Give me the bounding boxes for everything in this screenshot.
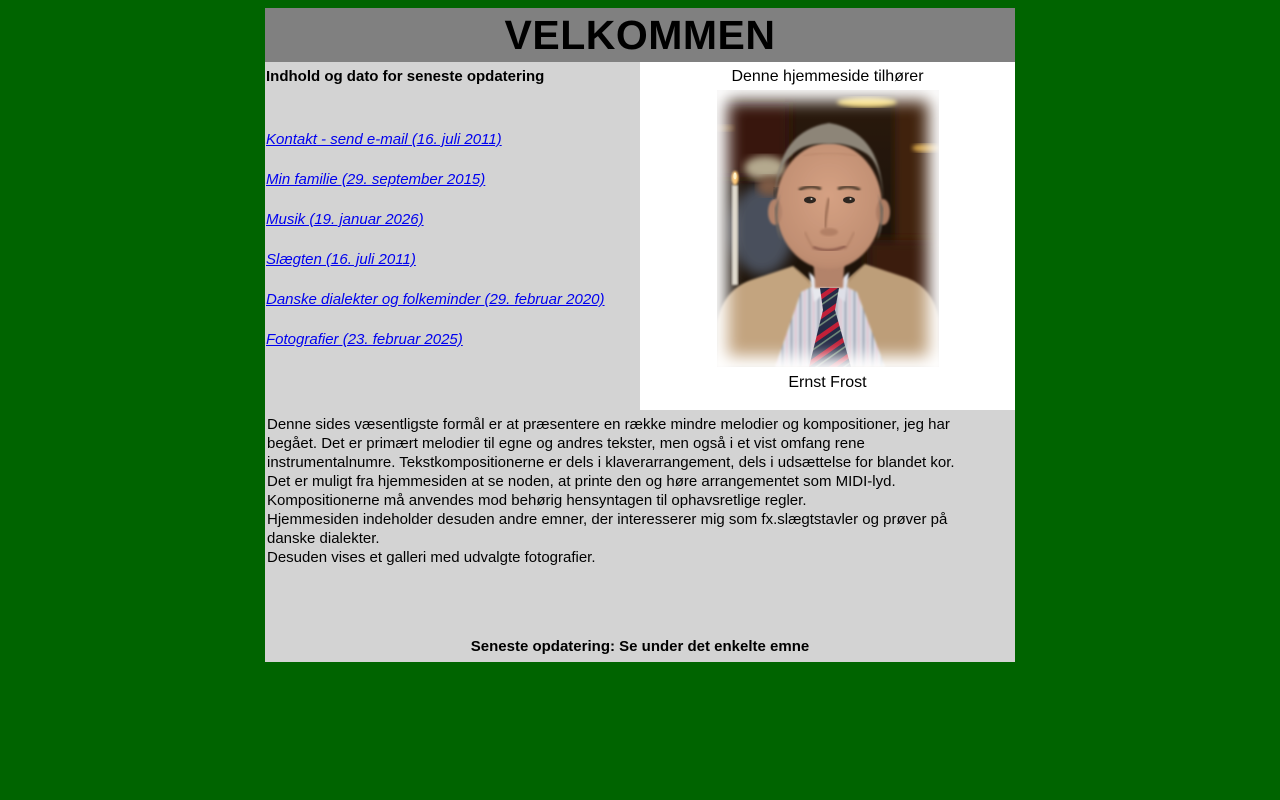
description-line: Denne sides væsentligste formål er at præsentere en række mindre melodier og kompositioner, jeg har [267,416,950,433]
link-row [266,132,636,148]
link-musik[interactable]: Musik (19. januar 2026) [266,211,424,228]
description-line: begået. Det er primært melodier til egne og andres tekster, men også i et vist omfang rene [267,435,865,452]
link-slaegten[interactable]: Slægten (16. juli 2011) [266,251,416,268]
link-row [266,172,636,188]
link-fotografier[interactable]: Fotografier (23. februar 2025) [266,331,463,348]
welcome-banner [265,8,1015,62]
columns-area [265,62,1015,410]
contents-heading: Indhold og dato for seneste opdatering [266,68,545,85]
link-danske-dialekter[interactable]: Danske dialekter og folkeminder (29. februar 2020) [266,291,605,308]
owner-heading: Denne hjemmeside tilhører [731,68,924,85]
content-area [265,8,1015,662]
link-row [266,252,636,268]
link-kontakt[interactable]: Kontakt - send e-mail (16. juli 2011) [266,131,502,148]
description-line: Kompositionerne må anvendes mod behørig hensyntagen til ophavsretlige regler. [267,492,807,509]
link-row [266,292,636,308]
photo-caption: Ernst Frost [788,374,867,391]
description-line: Desuden vises et galleri med udvalgte fotografier. [267,549,596,566]
link-row [266,212,636,228]
last-update-note: Seneste opdatering: Se under det enkelte emne [470,638,810,655]
description-line: Det er muligt fra hjemmesiden at se noden, at printe den og høre arrangementet som MIDI-lyd. [267,473,896,490]
page-title: VELKOMMEN [504,12,776,58]
owner-column [640,62,1015,410]
description-area [265,410,1015,662]
link-row [266,332,636,348]
link-min-familie[interactable]: Min familie (29. september 2015) [266,171,486,188]
portrait-photo-image [717,90,939,367]
description-line: instrumentalnumre. Tekstkompositionerne er dels i klaverarrangement, dels i udsættelse for blandet kor. [267,454,955,471]
description-line: Hjemmesiden indeholder desuden andre emner, der interesserer mig som fx.slægtstavler og prøver på [267,511,948,528]
portrait-photo [717,90,939,367]
contents-column [265,62,640,410]
description-line: danske dialekter. [267,530,380,547]
